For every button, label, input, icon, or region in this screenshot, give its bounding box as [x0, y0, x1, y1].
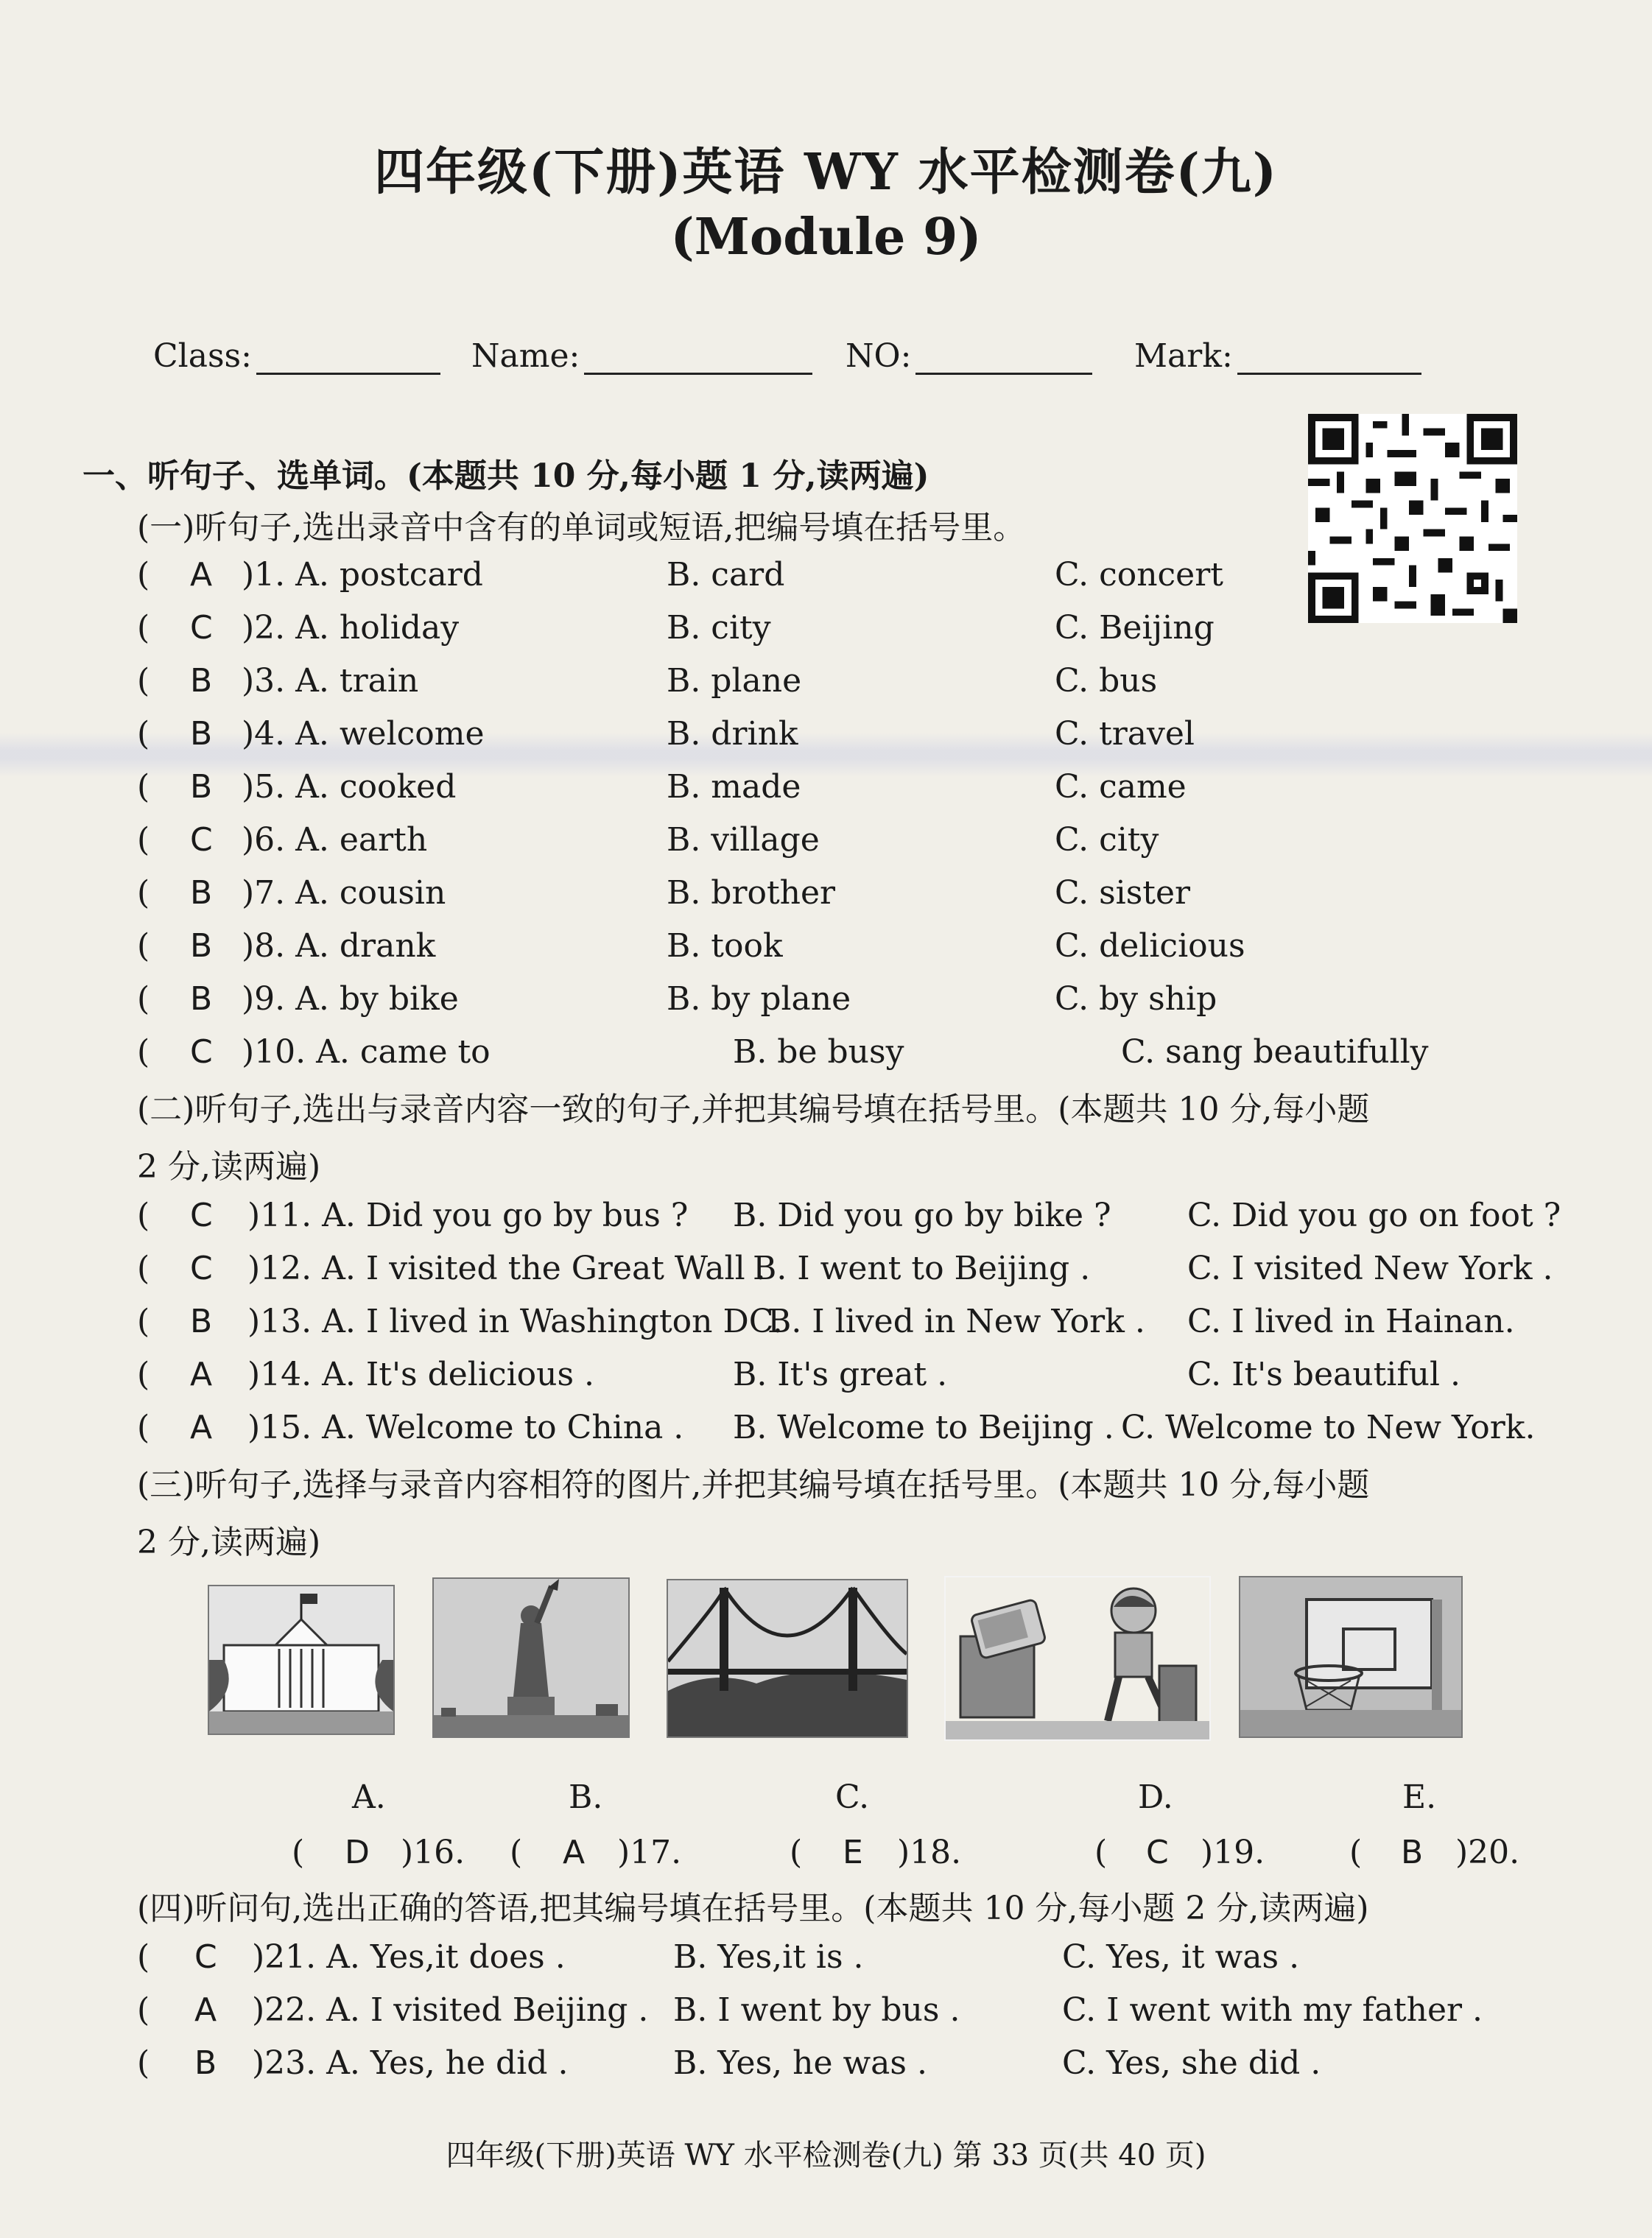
no-field: [846, 337, 1092, 375]
option-b: B. drink: [667, 715, 798, 753]
part2-instruction-cont: 2 分,读两遍): [137, 1148, 321, 1186]
option-b: B. Yes,it is .: [673, 1938, 864, 1976]
option-c: C. I visited New York .: [1187, 1250, 1553, 1287]
option-b: B. I went by bus .: [673, 1991, 960, 2029]
answer-mark: C: [190, 609, 213, 647]
picture-label: E.: [1402, 1778, 1437, 1816]
picture-label: B.: [569, 1778, 603, 1816]
option-b: B. Yes, he was .: [673, 2044, 927, 2082]
answer-mark: C: [190, 1250, 213, 1287]
mark-label: Mark:: [1134, 337, 1233, 375]
answer-mark: B: [190, 980, 213, 1018]
answer-mark: B: [190, 768, 213, 806]
option-a: )10. A. came to: [242, 1033, 491, 1071]
option-b: B. Did you go by bike ?: [733, 1197, 1111, 1234]
class-blank: [256, 343, 440, 375]
option-a: )2. A. holiday: [242, 609, 460, 647]
option-b: B. by plane: [667, 980, 851, 1018]
option-a: )21. A. Yes,it does .: [252, 1938, 566, 1976]
mark-blank: [1237, 343, 1421, 375]
part4-instruction: (四)听问句,选出正确的答语,把其编号填在括号里。(本题共 10 分,每小题 2 分,读两遍): [137, 1890, 1369, 1927]
picture-label: C.: [835, 1778, 870, 1816]
name-label: Name:: [471, 337, 580, 375]
no-blank: [915, 343, 1092, 375]
option-c: C. delicious: [1055, 927, 1245, 965]
option-a: )7. A. cousin: [242, 874, 446, 912]
option-b: B. Welcome to Beijing .: [733, 1409, 1114, 1446]
picture-label: D.: [1138, 1778, 1173, 1816]
option-a: )22. A. I visited Beijing .: [252, 1991, 649, 2029]
option-b: B. be busy: [733, 1033, 904, 1071]
class-label: Class:: [153, 337, 252, 375]
option-c: C. came: [1055, 768, 1187, 806]
option-a: )13. A. I lived in Washington DC.: [247, 1303, 783, 1340]
answer-mark: B: [190, 715, 213, 753]
option-c: C. Beijing: [1055, 609, 1215, 647]
option-c: C. sang beautifully: [1121, 1033, 1429, 1071]
option-a: )6. A. earth: [242, 821, 428, 859]
answer-mark: B: [190, 1303, 213, 1340]
mark-field: [1134, 337, 1421, 375]
answer-mark: A: [190, 1409, 213, 1446]
boy-watching-tv-picture: [944, 1576, 1211, 1741]
picture-label: A.: [352, 1778, 386, 1816]
qr-code-icon: [1308, 414, 1517, 623]
name-field: [471, 337, 812, 375]
statue-of-liberty-picture: [432, 1577, 630, 1738]
answer-mark: E: [843, 1834, 863, 1871]
part3-instruction: (三)听句子,选择与录音内容相符的图片,并把其编号填在括号里。(本题共 10 分,每小题: [137, 1466, 1370, 1504]
answer-mark: B: [190, 874, 213, 912]
option-a: )8. A. drank: [242, 927, 436, 965]
option-c: C. by ship: [1055, 980, 1217, 1018]
part2-instruction: (二)听句子,选出与录音内容一致的句子,并把其编号填在括号里。(本题共 10 分,每小题: [137, 1091, 1370, 1128]
page-subtitle: (Module 9): [670, 208, 982, 267]
option-a: )9. A. by bike: [242, 980, 459, 1018]
option-c: C. I went with my father .: [1062, 1991, 1483, 2029]
answer-mark: B: [190, 662, 213, 700]
answer-mark: A: [190, 1356, 213, 1393]
option-b: B. card: [667, 556, 785, 594]
option-a: )23. A. Yes, he did .: [252, 2044, 569, 2082]
answer-mark: C: [190, 1197, 213, 1234]
answer-mark: C: [194, 1938, 217, 1976]
option-c: C. Yes, it was .: [1062, 1938, 1300, 1976]
option-c: C. Welcome to New York.: [1121, 1409, 1536, 1446]
option-c: C. travel: [1055, 715, 1195, 753]
answer-mark: A: [194, 1991, 217, 2029]
answer-mark: C: [190, 1033, 213, 1071]
answer-mark: B: [1401, 1834, 1424, 1871]
option-a: )14. A. It's delicious .: [247, 1356, 595, 1393]
option-b: B. brother: [667, 874, 836, 912]
section1-heading: 一、听句子、选单词。(本题共 10 分,每小题 1 分,读两遍): [82, 457, 929, 495]
option-a: )1. A. postcard: [242, 556, 483, 594]
question-number: )18.: [897, 1834, 962, 1871]
option-c: C. I lived in Hainan.: [1187, 1303, 1515, 1340]
option-b: B. plane: [667, 662, 802, 700]
white-house-picture: [208, 1585, 395, 1735]
option-a: )11. A. Did you go by bus ?: [247, 1197, 689, 1234]
option-c: C. Did you go on foot ?: [1187, 1197, 1561, 1234]
question-number: )20.: [1455, 1834, 1520, 1871]
option-a: )15. A. Welcome to China .: [247, 1409, 684, 1446]
option-c: C. sister: [1055, 874, 1191, 912]
option-c: C. It's beautiful .: [1187, 1356, 1461, 1393]
option-b: B. I lived in New York .: [767, 1303, 1145, 1340]
option-b: B. city: [667, 609, 771, 647]
question-number: )16.: [401, 1834, 465, 1871]
question-number: )17.: [617, 1834, 682, 1871]
name-blank: [584, 343, 812, 375]
page-footer: 四年级(下册)英语 WY 水平检测卷(九) 第 33 页(共 40 页): [446, 2139, 1206, 2172]
option-a: )12. A. I visited the Great Wall .: [247, 1250, 766, 1287]
option-c: C. Yes, she did .: [1062, 2044, 1321, 2082]
part3-instruction-cont: 2 分,读两遍): [137, 1524, 321, 1561]
option-a: )5. A. cooked: [242, 768, 457, 806]
basketball-hoop-picture: [1239, 1576, 1463, 1738]
option-a: )3. A. train: [242, 662, 419, 700]
answer-mark: B: [194, 2044, 217, 2082]
golden-gate-bridge-picture: [667, 1579, 908, 1738]
answer-mark: A: [190, 556, 213, 594]
option-c: C. bus: [1055, 662, 1158, 700]
answer-mark: B: [190, 927, 213, 965]
option-b: B. made: [667, 768, 801, 806]
page-title: 四年级(下册)英语 WY 水平检测卷(九): [374, 143, 1278, 202]
option-a: )4. A. welcome: [242, 715, 485, 753]
part1-instruction: (一)听句子,选出录音中含有的单词或短语,把编号填在括号里。: [137, 509, 1026, 546]
option-c: C. city: [1055, 821, 1159, 859]
answer-mark: C: [190, 821, 213, 859]
answer-mark: D: [345, 1834, 370, 1871]
answer-mark: C: [1146, 1834, 1169, 1871]
option-b: B. I went to Beijing .: [753, 1250, 1091, 1287]
option-b: B. It's great .: [733, 1356, 948, 1393]
answer-mark: A: [563, 1834, 586, 1871]
option-b: B. took: [667, 927, 783, 965]
question-number: )19.: [1201, 1834, 1265, 1871]
class-field: [153, 337, 440, 375]
no-label: NO:: [846, 337, 912, 375]
option-c: C. concert: [1055, 556, 1223, 594]
option-b: B. village: [667, 821, 820, 859]
